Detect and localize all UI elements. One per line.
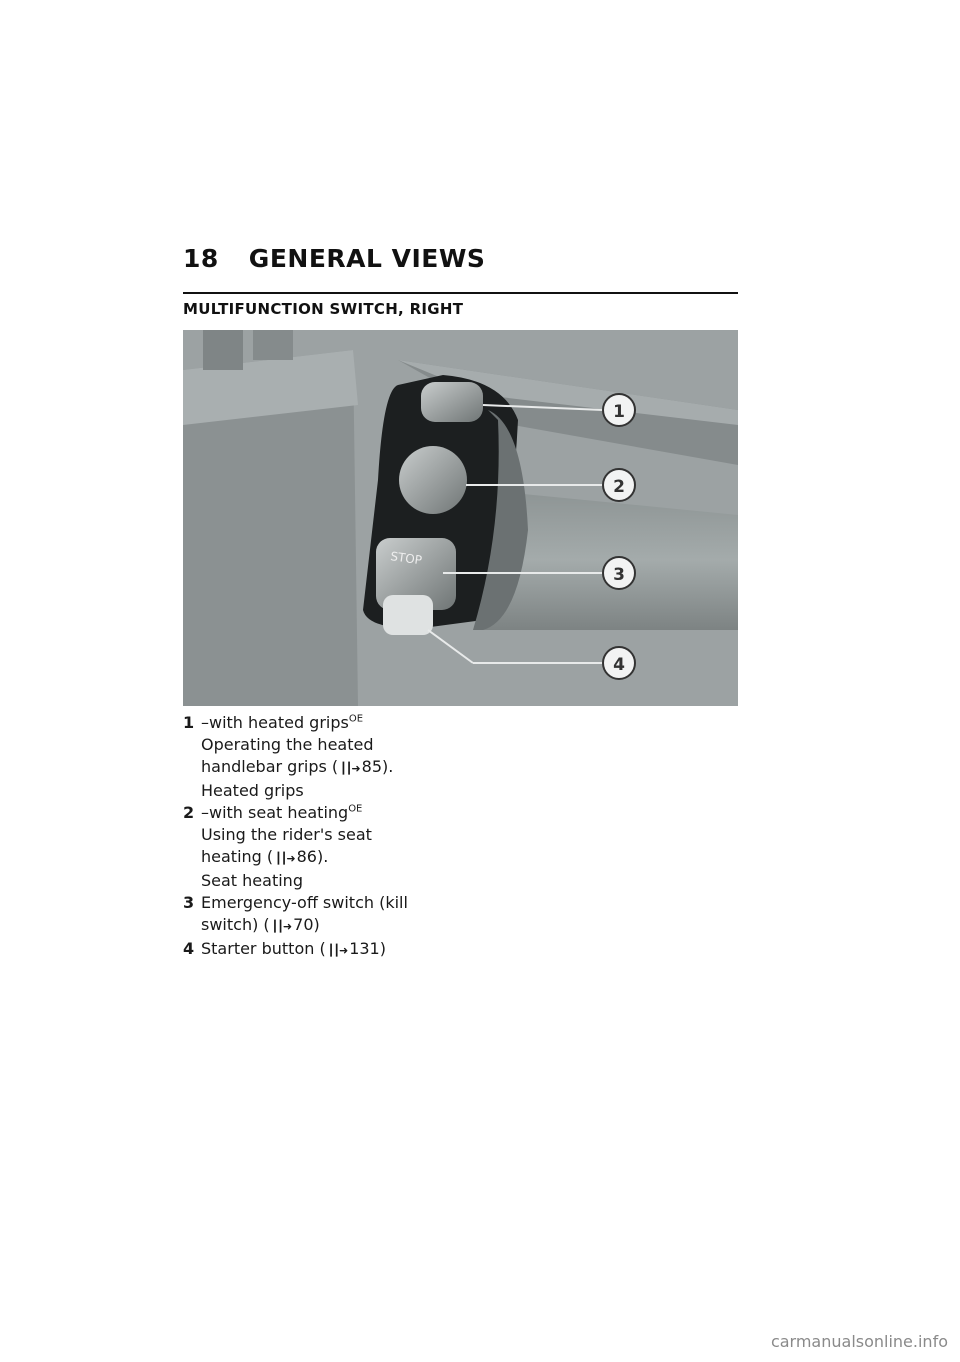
legend-description: Emergency-off switch (kill	[201, 893, 408, 912]
svg-text:4: 4	[613, 655, 625, 675]
callout-1	[603, 394, 635, 426]
section-title: MULTIFUNCTION SWITCH, RIGHT	[183, 292, 738, 318]
switch-illustration	[183, 330, 738, 706]
legend-description-cont: heating	[201, 847, 262, 866]
legend-number: 1	[183, 713, 195, 732]
page-ref-link[interactable]: ( ┃┃➜ 86).	[267, 847, 328, 866]
legend-item-1	[183, 712, 503, 802]
page-ref-link[interactable]: ( ┃┃➜ 70)	[263, 915, 319, 934]
svg-text:2: 2	[613, 477, 625, 497]
callout-2	[603, 469, 635, 501]
legend-subtitle: Heated grips	[201, 781, 304, 800]
legend-list	[183, 712, 503, 962]
arrow-icon: ┃┃➜	[340, 762, 360, 775]
legend-description-cont: handlebar grips	[201, 757, 327, 776]
legend-condition: –with heated grips	[201, 713, 349, 732]
legend-item-3	[183, 892, 503, 938]
oe-marker: OE	[348, 713, 364, 725]
watermark: carmanualsonline.info	[770, 1332, 948, 1351]
arrow-icon: ┃┃➜	[275, 852, 295, 865]
svg-text:3: 3	[613, 565, 625, 585]
stop-label: STOP	[389, 549, 423, 568]
page-number: 18	[183, 244, 219, 273]
page-header	[183, 244, 485, 273]
page-ref-link[interactable]: ( ┃┃➜ 131)	[319, 939, 386, 958]
switch-drawing	[183, 330, 738, 706]
chapter-title: GENERAL VIEWS	[248, 244, 486, 273]
legend-description: Using the rider's seat	[201, 825, 372, 844]
page-ref-link[interactable]: ( ┃┃➜ 85).	[332, 757, 393, 776]
legend-condition: –with seat heating	[201, 803, 349, 822]
legend-number: 3	[183, 893, 195, 912]
callout-4	[603, 647, 635, 679]
legend-number: 4	[183, 939, 195, 958]
legend-number: 2	[183, 803, 195, 822]
legend-item-4	[183, 938, 503, 962]
svg-text:1: 1	[613, 402, 625, 422]
oe-marker: OE	[348, 803, 363, 815]
legend-description-cont: switch)	[201, 915, 259, 934]
callout-3	[603, 557, 635, 589]
legend-description: Operating the heated	[201, 735, 374, 754]
legend-subtitle: Seat heating	[201, 871, 303, 890]
arrow-icon: ┃┃➜	[327, 944, 348, 957]
arrow-icon: ┃┃➜	[271, 920, 292, 933]
legend-item-2	[183, 802, 503, 892]
legend-description: Starter button	[201, 939, 315, 958]
